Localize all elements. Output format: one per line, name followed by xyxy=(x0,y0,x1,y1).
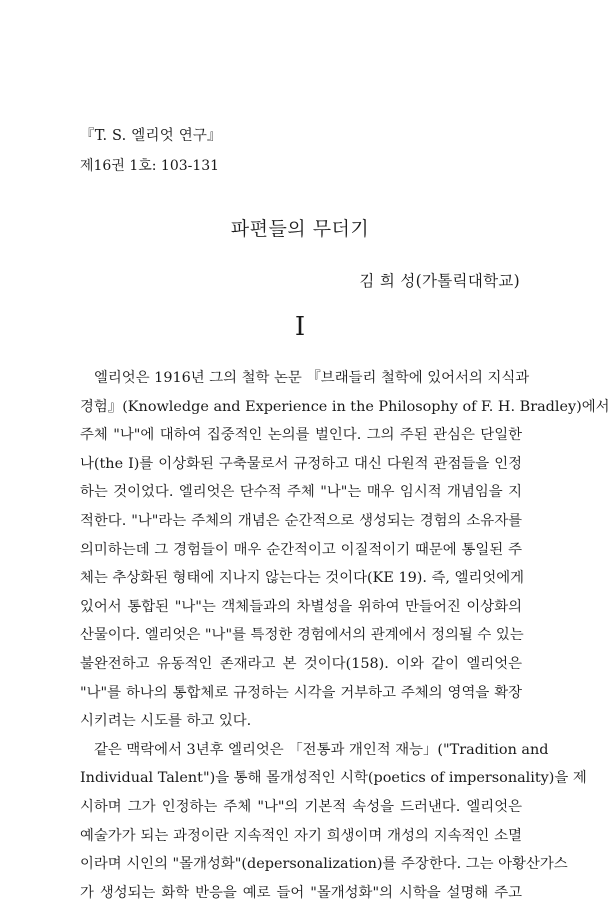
text-line: 불완전하고 유동적인 존재라고 본 것이다(158). 이와 같이 엘리엇은 xyxy=(80,655,522,672)
text-line: 있어서 통합된 "나"는 객체들과의 차별성을 위하여 만들어진 이상화의 xyxy=(80,598,522,615)
text-line: "나"를 하나의 통합체로 규정하는 시각을 거부하고 주체의 영역을 확장 xyxy=(80,684,522,701)
text-line: 시하며 그가 인정하는 주체 "나"의 기본적 속성을 드러낸다. 엘리엇은 xyxy=(80,798,522,815)
section-heading: I xyxy=(294,312,306,342)
article-author: 김 희 성(가톨릭대학교) xyxy=(359,272,520,290)
text-line: 이라며 시인의 "몰개성화"(depersonalization)를 주장한다. 그는 아황산가스 xyxy=(80,856,568,873)
journal-name: 『T. S. 엘리엇 연구』 xyxy=(80,128,222,144)
body-text xyxy=(80,364,610,907)
text-line: 나(the I)를 이상화된 구축물로서 규정하고 대신 다원적 관점들을 인정 xyxy=(80,455,522,472)
text-line: 가 생성되는 화학 반응을 예로 들어 "몰개성화"의 시학을 설명해 주고 xyxy=(80,884,522,901)
text-line: Individual Talent")을 통해 몰개성적인 시학(poetics of impersonality)을 제 xyxy=(80,770,587,787)
text-line: 예술가가 되는 과정이란 지속적인 자기 희생이며 개성의 지속적인 소멸 xyxy=(80,827,522,844)
issue-info: 제16권 1호: 103-131 xyxy=(80,158,220,174)
text-line: 산물이다. 엘리엇은 "나"를 특정한 경험에서의 관계에서 정의될 수 있는 xyxy=(80,627,524,644)
text-line: 같은 맥락에서 3년후 엘리엇은 「전통과 개인적 재능」("Tradition and xyxy=(94,741,549,758)
text-line: 시키려는 시도를 하고 있다. xyxy=(80,713,252,730)
text-line: 적한다. "나"라는 주체의 개념은 순간적으로 생성되는 경험의 소유자를 xyxy=(80,512,522,529)
text-line: 하는 것이었다. 엘리엇은 단수적 주체 "나"는 매우 임시적 개념임을 지 xyxy=(80,484,522,501)
text-line: 경험』(Knowledge and Experience in the Philosophy of F. H. Bradley)에서 xyxy=(80,398,610,415)
article-title: 파편들의 무더기 xyxy=(230,218,370,240)
text-line: 엘리엇은 1916년 그의 철학 논문 『브래들리 철학에 있어서의 지식과 xyxy=(94,370,530,386)
text-line: 의미하는데 그 경험들이 매우 순간적이고 이질적이기 때문에 통일된 주 xyxy=(80,541,522,558)
text-line: 체는 추상화된 형태에 지나지 않는다는 것이다(KE 19). 즉, 엘리엇에게 xyxy=(80,570,525,587)
text-line: 주체 "나"에 대하여 집중적인 논의를 벌인다. 그의 주된 관심은 단일한 xyxy=(80,427,522,444)
